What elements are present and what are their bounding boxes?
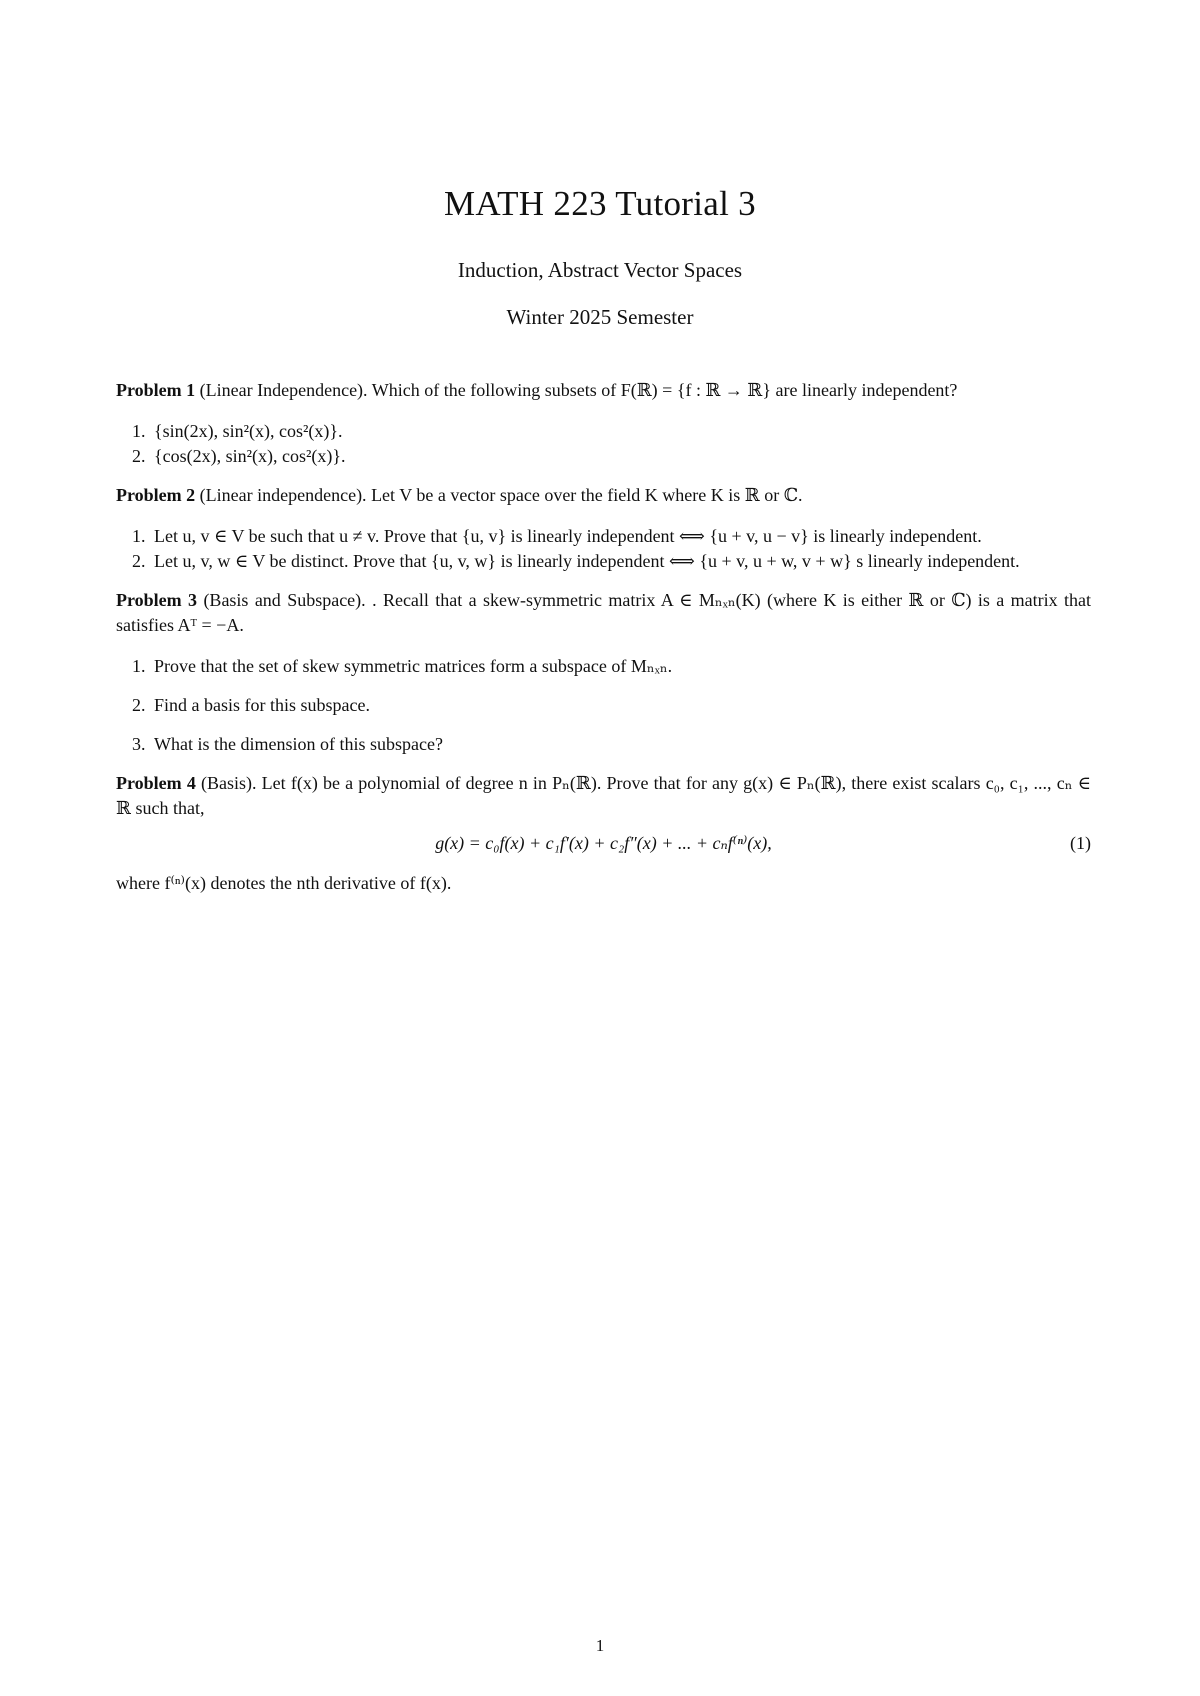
problem-3-label: Problem 3 <box>116 590 198 610</box>
problem-1-list <box>116 419 1091 469</box>
problem-3-list <box>116 654 1091 757</box>
equation-1-number: (1) <box>1070 833 1091 853</box>
document-title: MATH 223 Tutorial 3 <box>443 184 756 223</box>
problem-1 <box>116 378 1091 403</box>
problem-2-topic: (Linear independence). <box>199 485 367 505</box>
problem-4 <box>116 771 1091 821</box>
problem-1-label: Problem 1 <box>116 380 196 400</box>
problem-2-label: Problem 2 <box>116 485 196 505</box>
problem-3-item-3: 3. What is the dimension of this subspace? <box>150 732 1091 757</box>
page-number: 1 <box>595 1636 605 1655</box>
equation-1-body: g(x) = c₀f(x) + c₁f′(x) + c₂f″(x) + ... + cₙf⁽ⁿ⁾(x), <box>435 833 772 853</box>
equation-1 <box>116 825 1091 865</box>
problem-1-text: Which of the following subsets of F(ℝ) = {f : ℝ → ℝ} are linearly independent? <box>371 380 958 400</box>
problem-3-topic: (Basis and Subspace). <box>203 590 366 610</box>
problem-1-item-2: 2. {cos(2x), sin²(x), cos²(x)}. <box>150 444 1091 469</box>
problem-4-text: Let f(x) be a polynomial of degree n in Pₙ(ℝ). Prove that for any g(x) ∈ Pₙ(ℝ), there exist scalars c₀, c₁, ..., cₙ ∈ ℝ such that, <box>116 773 1092 818</box>
problem-3-item-1: 1. Prove that the set of skew symmetric matrices form a subspace of Mₙₓₙ. <box>150 654 1091 679</box>
problem-1-topic: (Linear Independence). <box>199 380 368 400</box>
problem-2-list <box>116 524 1091 574</box>
problem-2-item-2: 2. Let u, v, w ∈ V be distinct. Prove that {u, v, w} is linearly independent ⟺ {u + v, u + w, v + w} s linearly independent. <box>150 549 1091 574</box>
problem-3-item-2: 2. Find a basis for this subspace. <box>150 693 1091 718</box>
problem-3-text: . Recall that a skew-symmetric matrix A ∈ Mₙₓₙ(K) (where K is either ℝ or ℂ) is a matrix that satisfies Aᵀ = −A. <box>116 590 1092 635</box>
problem-3 <box>116 588 1091 638</box>
problem-2 <box>116 483 1091 508</box>
problem-4-after: where f⁽ⁿ⁾(x) denotes the nth derivative of f(x). <box>116 873 452 893</box>
document-semester: Winter 2025 Semester <box>506 305 694 329</box>
document-subtitle: Induction, Abstract Vector Spaces <box>457 258 743 282</box>
document-body <box>116 378 1091 912</box>
problem-2-text: Let V be a vector space over the field K where K is ℝ or ℂ. <box>371 485 803 505</box>
problem-2-item-1: 1. Let u, v ∈ V be such that u ≠ v. Prove that {u, v} is linearly independent ⟺ {u + v, u − v} is linearly independent. <box>150 524 1091 549</box>
problem-1-item-1: 1. {sin(2x), sin²(x), cos²(x)}. <box>150 419 1091 444</box>
problem-4-label: Problem 4 <box>116 773 196 793</box>
problem-4-topic: (Basis). <box>201 773 257 793</box>
